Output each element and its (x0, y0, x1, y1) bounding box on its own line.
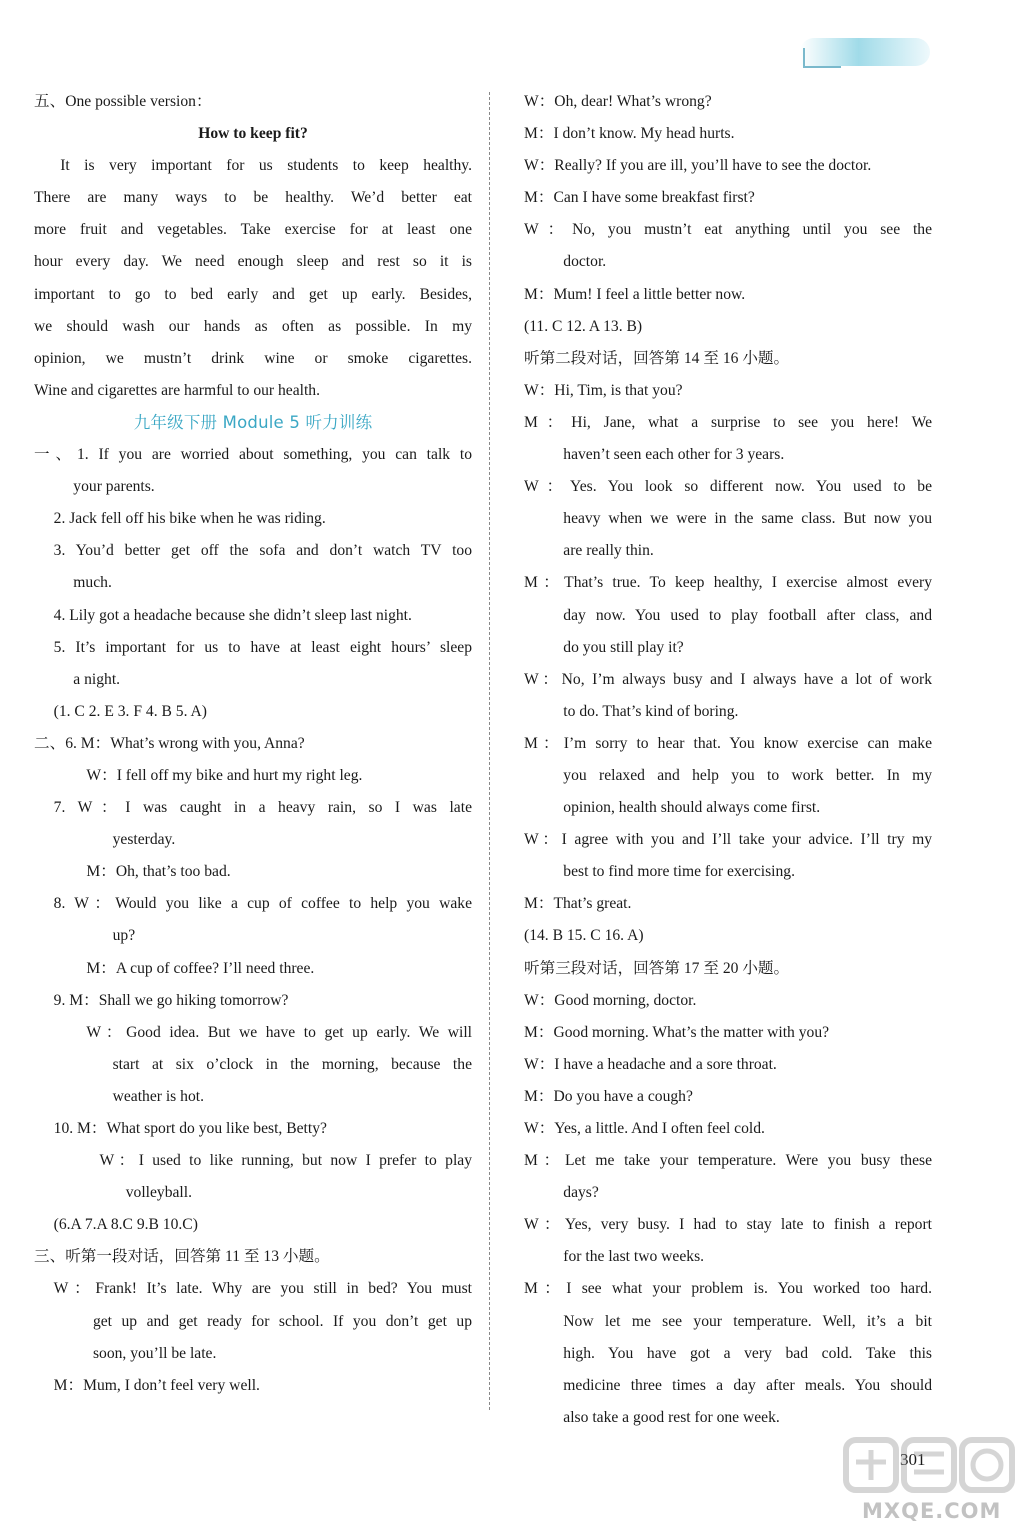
left-text-line: 一、1. If you are worried about something, you can talk to (34, 446, 472, 464)
left-text-line: more fruit and vegetables. Take exercise for at least one (34, 221, 472, 239)
left-text-line: M：Mum, I don’t feel very well. (53, 1376, 260, 1394)
right-text-line: opinion, health should always come first. (563, 799, 821, 817)
right-text-line: M：Do you have a cough? (524, 1087, 693, 1105)
left-text-line: W：Frank! It’s late. Why are you still in bed? You must (53, 1280, 472, 1298)
right-text-line: haven’t seen each other for 3 years. (563, 446, 785, 464)
left-text-line: W：I used to like running, but now I prefer to play (99, 1152, 472, 1170)
left-text-line: M：A cup of coffee? I’ll need three. (86, 959, 315, 977)
left-text-line: M：Oh, that’s too bad. (86, 863, 231, 881)
right-text-line: W：Yes, a little. And I often feel cold. (524, 1120, 765, 1137)
right-text-line: to do. That’s kind of boring. (563, 702, 739, 720)
right-text-line: W：No, you mustn’t eat anything until you see the (524, 221, 932, 239)
right-text-line: W：Hi, Tim, is that you? (524, 381, 683, 399)
right-text-line: M：Good morning. What’s the matter with you? (524, 1023, 830, 1041)
left-text-line: soon, you’ll be late. (92, 1344, 217, 1362)
right-text-line: 听第三段对话，回答第 17 至 20 小题。 (524, 959, 790, 977)
left-text-line: opinion, we mustn’t drink wine or smoke cigarettes. (34, 349, 472, 367)
left-text-line: yesterday. (112, 831, 176, 849)
right-text-line: also take a good rest for one week. (563, 1408, 780, 1426)
left-text-line: 3. You’d better get off the sofa and don’t watch TV too (53, 542, 472, 560)
right-text-line: heavy when we were in the same class. But now you (563, 510, 932, 528)
right-text-line: M：Can I have some breakfast first? (524, 189, 755, 207)
right-text-line: W：No, I’m always busy and I always have a lot of work (524, 670, 932, 688)
left-text-line: 4. Lily got a headache because she didn’t sleep last night. (53, 606, 412, 624)
right-text-line: you relaxed and help you to work better. In my (563, 766, 932, 784)
left-text-line: There are many ways to be healthy. We’d better eat (34, 189, 472, 207)
right-column (524, 86, 932, 1434)
left-text-line: 7. W：I was caught in a heavy rain, so I was late (53, 799, 472, 817)
right-text-line: high. You have got a very bad cold. Take this (563, 1344, 932, 1362)
left-text-line: W：Good idea. But we have to get up early. We will (86, 1023, 472, 1041)
right-text-line: for the last two weeks. (563, 1248, 705, 1266)
left-text-line: 五、One possible version： (34, 93, 212, 110)
left-text-line: weather is hot. (112, 1087, 204, 1105)
right-text-line: M：That’s true. To keep healthy, I exercise almost every (524, 574, 932, 592)
right-text-line: 听第二段对话，回答第 14 至 16 小题。 (524, 349, 790, 367)
left-text-line: It is very important for us students to keep healthy. (60, 157, 472, 175)
header-decoration-mark (803, 48, 841, 68)
right-text-line: M：Mum! I feel a little better now. (524, 285, 746, 303)
right-text-line: W：I agree with you and I’ll take your advice. I’ll try my (524, 831, 932, 849)
left-text-line: hour every day. We need enough sleep and rest so it is (34, 253, 472, 271)
right-text-line: W：Yes. You look so different now. You used to be (524, 478, 932, 496)
right-text-line: days? (563, 1184, 599, 1202)
right-text-line: M：I don’t know. My head hurts. (524, 125, 735, 143)
left-text-line: we should wash our hands as often as possible. In my (34, 317, 472, 335)
left-text-line: 二、6. M：What’s wrong with you, Anna? (34, 734, 305, 752)
right-text-line: M：Hi, Jane, what a surprise to see you here! We (524, 413, 932, 431)
column-divider (489, 92, 490, 1410)
right-text-line: W：Really? If you are ill, you’ll have to see the doctor. (524, 157, 872, 175)
right-text-line: W：Oh, dear! What’s wrong? (524, 93, 712, 110)
essay-title: How to keep fit? (198, 125, 308, 143)
left-text-line: a night. (73, 670, 121, 688)
left-text-line: important to go to bed early and get up early. Besides, (34, 285, 472, 303)
right-text-line: are really thin. (563, 542, 654, 560)
left-text-line: W：I fell off my bike and hurt my right leg. (86, 766, 363, 784)
section-heading: 九年级下册 Module 5 听力训练 (133, 412, 373, 432)
left-text-line: much. (73, 574, 112, 592)
right-text-line: M：Let me take your temperature. Were you busy these (524, 1152, 932, 1170)
left-column (34, 86, 472, 1402)
right-text-line: W：I have a headache and a sore throat. (524, 1055, 777, 1073)
right-text-line: M：That’s great. (524, 895, 632, 913)
right-text-line: W：Good morning, doctor. (524, 991, 697, 1009)
right-text-line: M：I’m sorry to hear that. You know exercise can make (524, 734, 932, 752)
right-text-line: doctor. (563, 253, 607, 271)
left-text-line: (6.A 7.A 8.C 9.B 10.C) (53, 1216, 198, 1234)
right-text-line: W：Yes, very busy. I had to stay late to finish a report (524, 1216, 932, 1234)
left-text-line: up? (112, 927, 136, 945)
left-text-line: 2. Jack fell off his bike when he was riding. (53, 510, 326, 528)
right-text-line: do you still play it? (563, 638, 684, 656)
left-text-line: 9. M：Shall we go hiking tomorrow? (53, 991, 289, 1009)
watermark-text: MXQE.COM (862, 1499, 1002, 1523)
right-text-line: medicine three times a day after meals. You should (563, 1376, 932, 1394)
right-text-line: Now let me see your temperature. Well, it’s a bit (563, 1312, 932, 1330)
left-text-line: 三、听第一段对话，回答第 11 至 13 小题。 (34, 1248, 330, 1266)
right-text-line: M：I see what your problem is. You worked too hard. (524, 1280, 932, 1298)
left-text-line: your parents. (73, 478, 155, 496)
left-text-line: 5. It’s important for us to have at least eight hours’ sleep (53, 638, 472, 656)
left-text-line: start at six o’clock in the morning, because the (112, 1055, 472, 1073)
left-text-line: 8. W：Would you like a cup of coffee to help you wake (53, 895, 472, 913)
right-text-line: (14. B 15. C 16. A) (524, 927, 644, 945)
right-text-line: day now. You used to play football after class, and (563, 606, 932, 624)
right-text-line: (11. C 12. A 13. B) (524, 317, 643, 335)
left-text-line: volleyball. (125, 1184, 192, 1202)
right-text-line: best to find more time for exercising. (563, 863, 795, 881)
left-text-line: (1. C 2. E 3. F 4. B 5. A) (53, 702, 207, 720)
left-text-line: 10. M：What sport do you like best, Betty? (53, 1120, 327, 1137)
left-text-line: Wine and cigarettes are harmful to our health. (34, 381, 321, 399)
left-text-line: get up and get ready for school. If you don’t get up (92, 1312, 472, 1330)
page-number: 301 (900, 1450, 926, 1469)
